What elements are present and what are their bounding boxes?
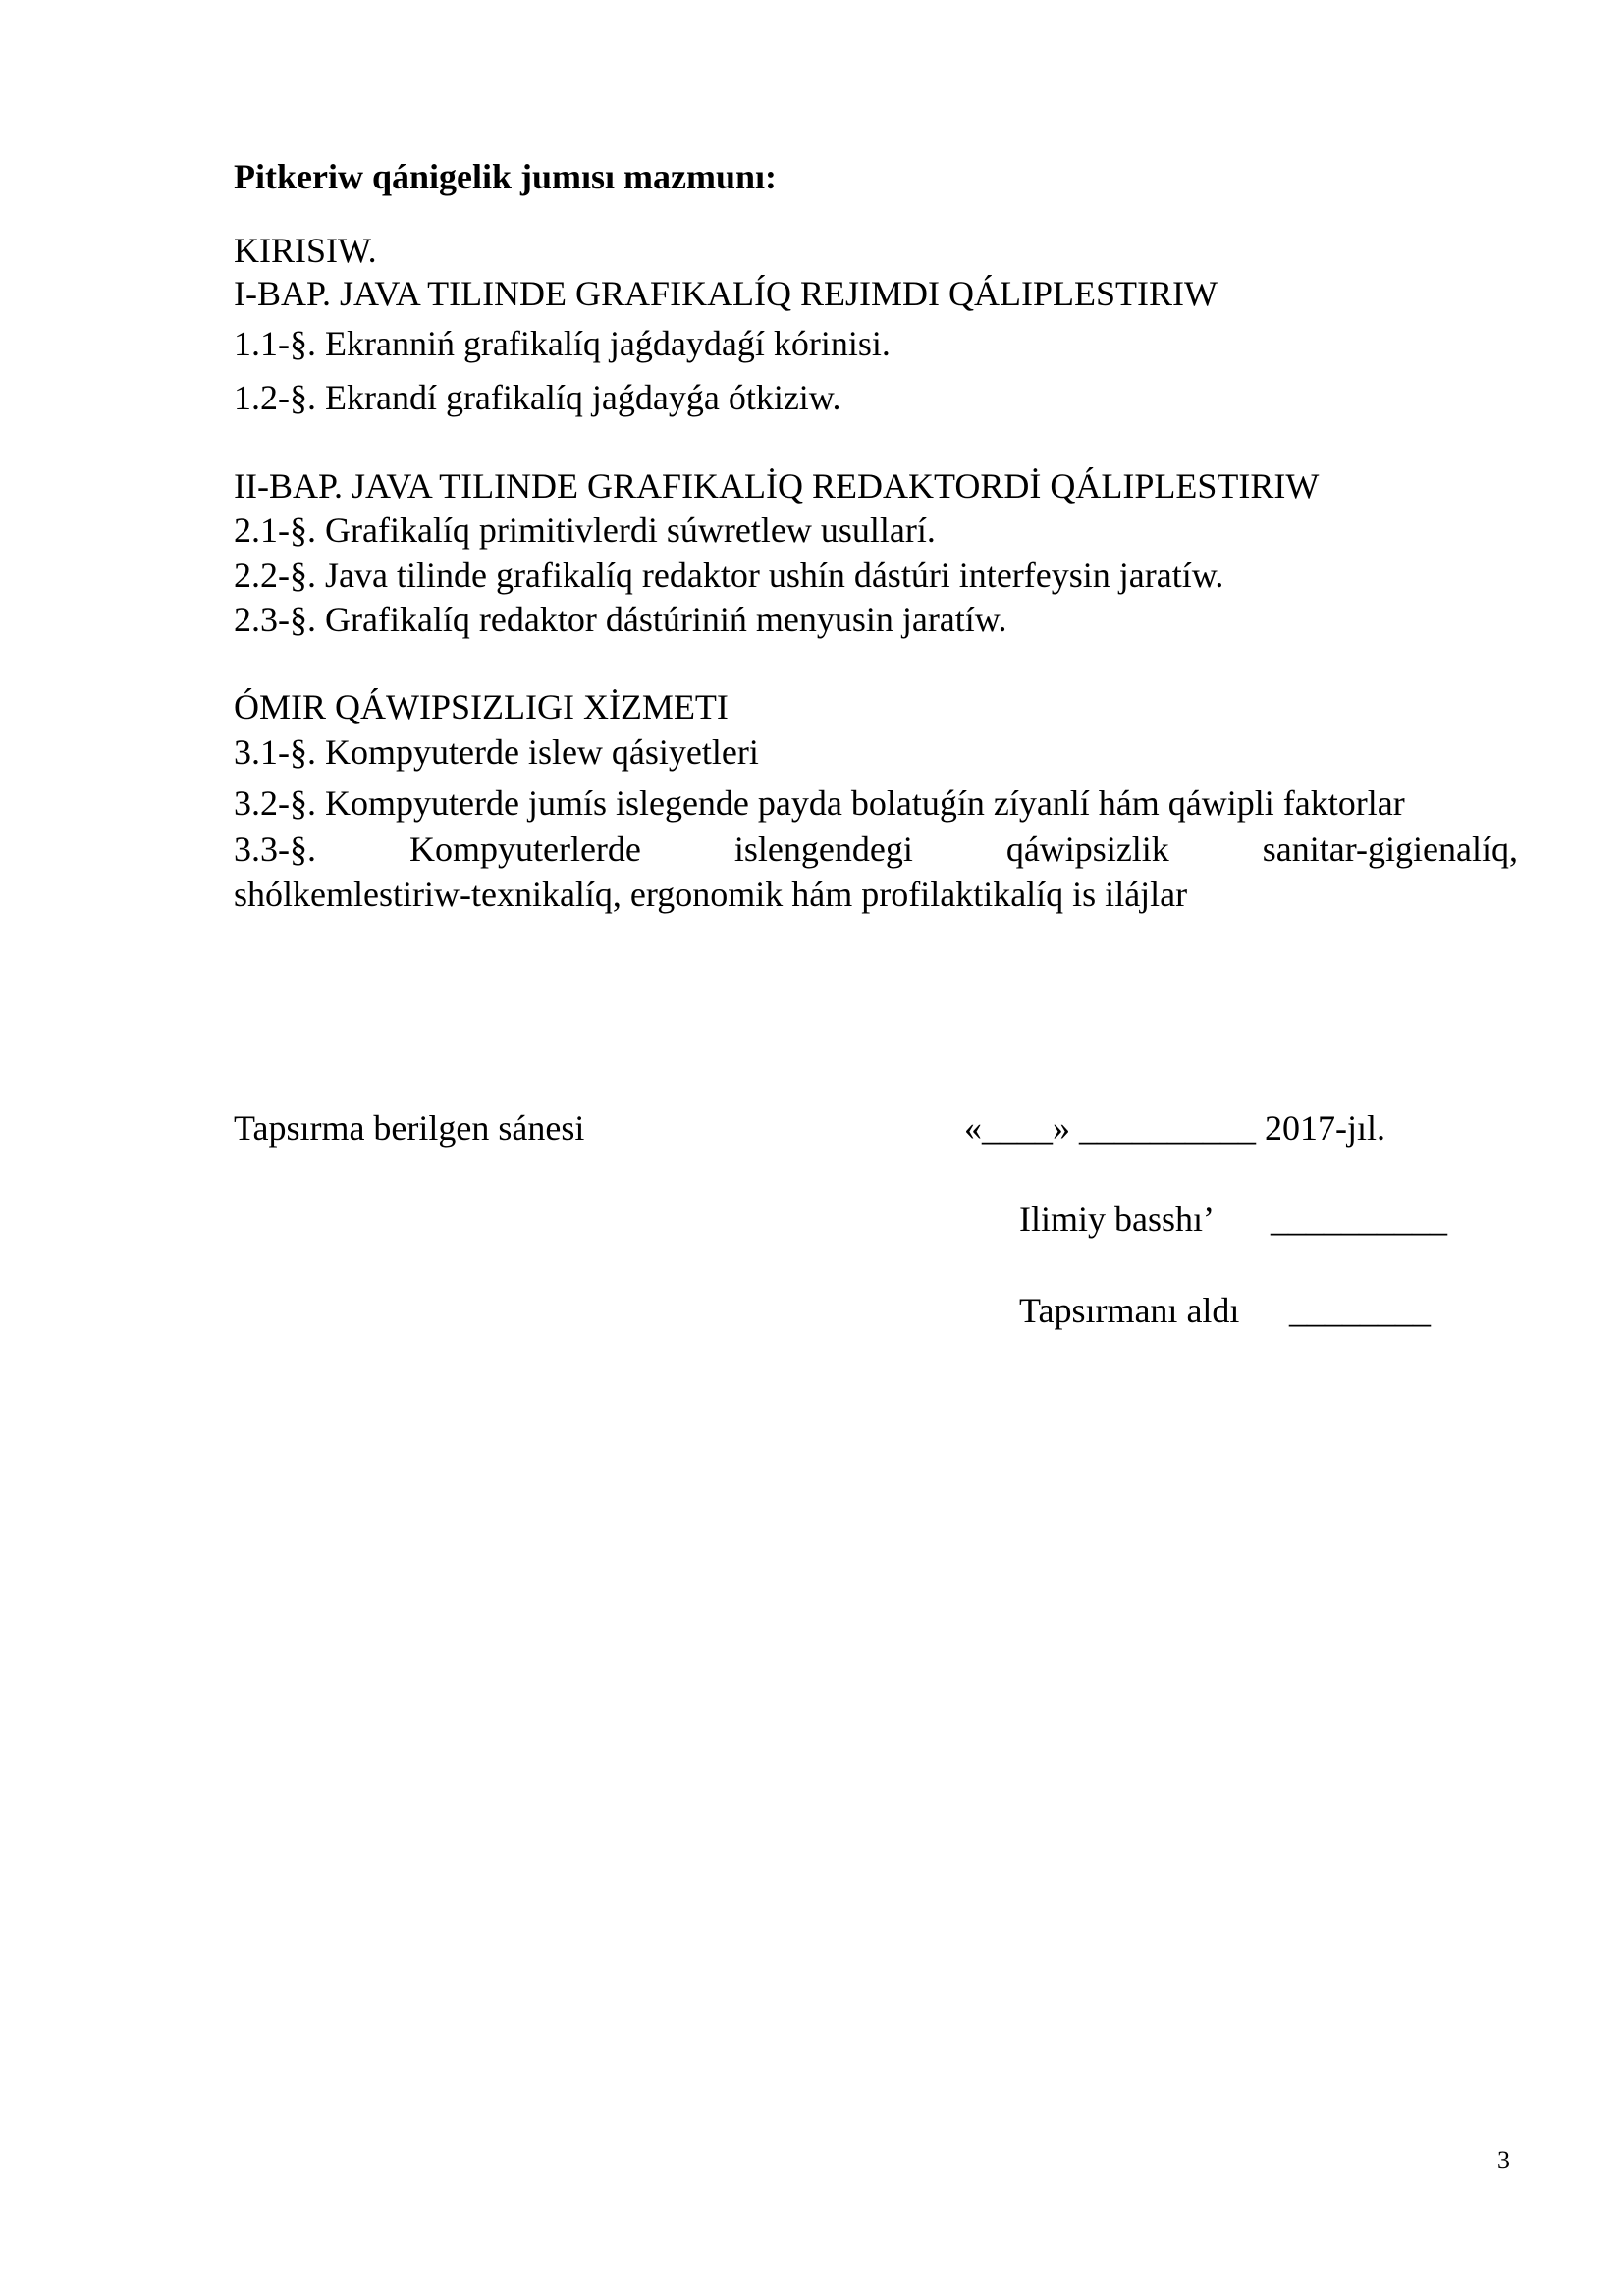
assignment-date-value: «____» __________ 2017-jıl. [964,1108,1385,1148]
contents-heading: Pitkeriw qánigelik jumısı mazmunı: [234,157,778,196]
toc-chapter-3-title: ÓMIR QÁWIPSIZLIGI XİZMETI [234,687,729,726]
toc-section-1-2: 1.2-§. Ekrandí grafikalíq jaǵdayǵa ótkiziw. [234,378,841,417]
supervisor-label: Ilimiy basshı’ [1019,1200,1215,1239]
toc-section-2-1: 2.1-§. Grafikalíq primitivlerdi súwretlew usullarí. [234,510,936,550]
toc-section-3-1: 3.1-§. Kompyuterde islew qásiyetleri [234,732,759,772]
toc-section-1-1: 1.1-§. Ekranniń grafikalíq jaǵdaydaǵí kórinisi. [234,324,891,363]
recipient-signature-blank: ________ [1289,1291,1431,1330]
toc-section-3-3: 3.3-§. Kompyuterlerde islengendegi qáwipsizlik sanitar-gigienalíq, [234,829,1518,869]
recipient-label: Tapsırmanı aldı [1019,1291,1240,1330]
toc-section-2-3: 2.3-§. Grafikalíq redaktor dástúriniń menyusin jaratíw. [234,600,1007,639]
page-number: 3 [1497,2146,1510,2174]
toc-section-3-2: 3.2-§. Kompyuterde jumís islegende payda bolatuǵín zíyanlí hám qáwipli faktorlar [234,783,1405,823]
toc-section-3-3-continued: shólkemlestiriw-texnikalíq, ergonomik hám profilaktikalíq is ilájlar [234,875,1188,914]
toc-chapter-2-title: II-BAP. JAVA TILINDE GRAFIKALİQ REDAKTORDİ QÁLIPLESTIRIW [234,466,1320,506]
supervisor-signature-blank: __________ [1271,1200,1447,1239]
assignment-date-label: Tapsırma berilgen sánesi [234,1108,585,1148]
toc-chapter-1-title: I-BAP. JAVA TILINDE GRAFIKALÍQ REJIMDI QÁLIPLESTIRIW [234,274,1218,313]
toc-section-2-2: 2.2-§. Java tilinde grafikalíq redaktor ushín dástúri interfeysin jaratíw. [234,556,1224,595]
toc-intro: KIRISIW. [234,231,377,270]
